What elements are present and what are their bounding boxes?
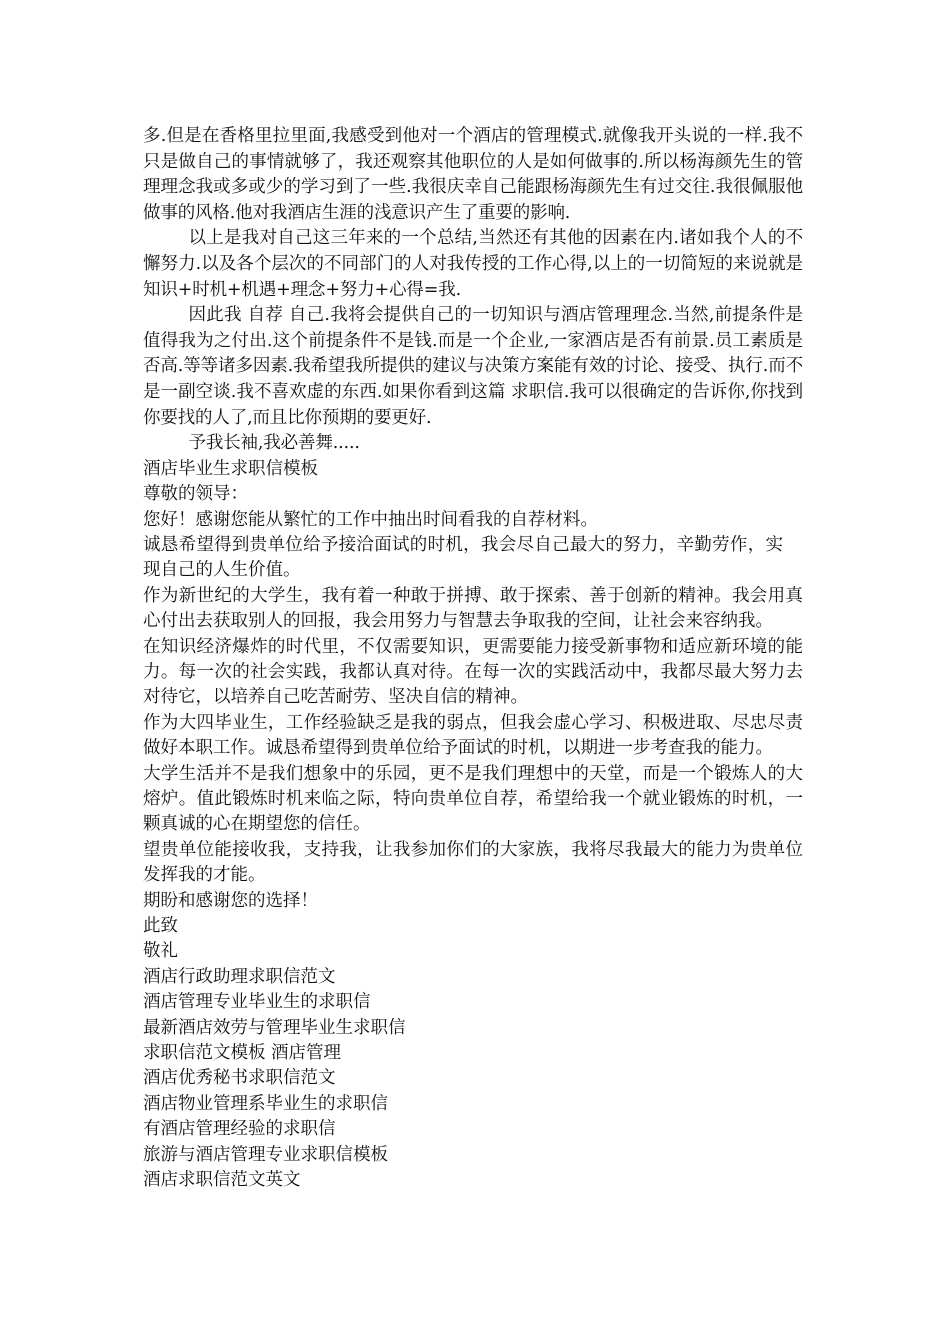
- related-link: 酒店行政助理求职信范文: [143, 966, 336, 987]
- letter-paragraph: 望贵单位能接收我，支持我，让我参加你们的大家族，我将尽我最大的能力为贵单位发挥我的才能。: [143, 839, 803, 886]
- letter-paragraph: 作为大四毕业生，工作经验缺乏是我的弱点，但我会虚心学习、积极进取、尽忠尽责做好本职工作。诚恳希望得到贵单位给予面试的时机，以期进一步考查我的能力。: [143, 712, 803, 759]
- letter-title: 酒店毕业生求职信模板: [143, 458, 318, 479]
- related-link: 酒店管理专业毕业生的求职信: [143, 992, 371, 1013]
- related-link: 最新酒店效劳与管理毕业生求职信: [143, 1017, 406, 1038]
- related-link: 酒店求职信范文英文: [143, 1170, 301, 1191]
- related-link: 旅游与酒店管理专业求职信模板: [143, 1144, 388, 1165]
- related-link: 酒店物业管理系毕业生的求职信: [143, 1093, 388, 1114]
- paragraph-summary: 以上是我对自己这三年来的一个总结,当然还有其他的因素在内.诸如我个人的不懈努力.以及各个层次的不同部门的人对我传授的工作心得,以上的一切简短的来说就是知识+时机+机遇+理念+努力+心得=我.: [143, 228, 803, 300]
- document-page: [143, 124, 803, 1194]
- letter-greeting: 您好！感谢您能从繁忙的工作中抽出时间看我的自荐材料。: [143, 509, 598, 530]
- letter-paragraph: 诚恳希望得到贵单位给予接洽面试的时机，我会尽自己最大的努力，辛勤劳作，实现自己的人生价值。: [143, 534, 783, 581]
- letter-paragraph: 在知识经济爆炸的时代里，不仅需要知识，更需要能力接受新事物和适应新环境的能力。每一次的社会实践，我都认真对待。在每一次的实践活动中，我都尽最大努力去对待它，以培养自己吃苦耐劳、坚决自信的精神。: [143, 636, 803, 708]
- letter-paragraph: 作为新世纪的大学生，我有着一种敢于拼搏、敢于探索、善于创新的精神。我会用真心付出去获取别人的回报，我会用努力与智慧去争取我的空间，让社会来容纳我。: [143, 585, 803, 632]
- letter-paragraph: 大学生活并不是我们想象中的乐园，更不是我们理想中的天堂，而是一个锻炼人的大熔炉。值此锻炼时机来临之际，特向贵单位自荐，希望给我一个就业锻炼的时机，一颗真诚的心在期望您的信任。: [143, 763, 803, 835]
- paragraph-continuation: 多.但是在香格里拉里面,我感受到他对一个酒店的管理模式.就像我开头说的一样.我不只是做自己的事情就够了，我还观察其他职位的人是如何做事的.所以杨海颜先生的管理理念我或多或少的学习到了一些.我很庆幸自己能跟杨海颜先生有过交往.我很佩服他做事的风格.他对我酒店生涯的浅意识产生了重要的影响.: [143, 126, 803, 223]
- letter-closing-jingli: 敬礼: [143, 941, 178, 962]
- related-link: 求职信范文模板 酒店管理: [143, 1043, 342, 1064]
- paragraph-closing-motto: 予我长袖,我必善舞.....: [188, 433, 360, 454]
- letter-closing-cizhi: 此致: [143, 916, 178, 937]
- letter-salutation: 尊敬的领导：: [143, 484, 248, 505]
- letter-closing: 期盼和感谢您的选择！: [143, 890, 318, 911]
- related-link: 酒店优秀秘书求职信范文: [143, 1068, 336, 1089]
- paragraph-self-recommendation: 因此我 自荐 自己.我将会提供自己的一切知识与酒店管理理念.当然,前提条件是值得我为之付出.这个前提条件不是钱.而是一个企业,一家酒店是否有前景.员工素质是否高.等等诸多因素.我希望我所提供的建议与决策方案能有效的讨论、接受、执行.而不是一副空谈.我不喜欢虚的东西.如果你看到这篇 求职信.我可以很确定的告诉你,你找到你要找的人了,而且比你预期的要更好.: [143, 305, 803, 428]
- related-link: 有酒店管理经验的求职信: [143, 1119, 336, 1140]
